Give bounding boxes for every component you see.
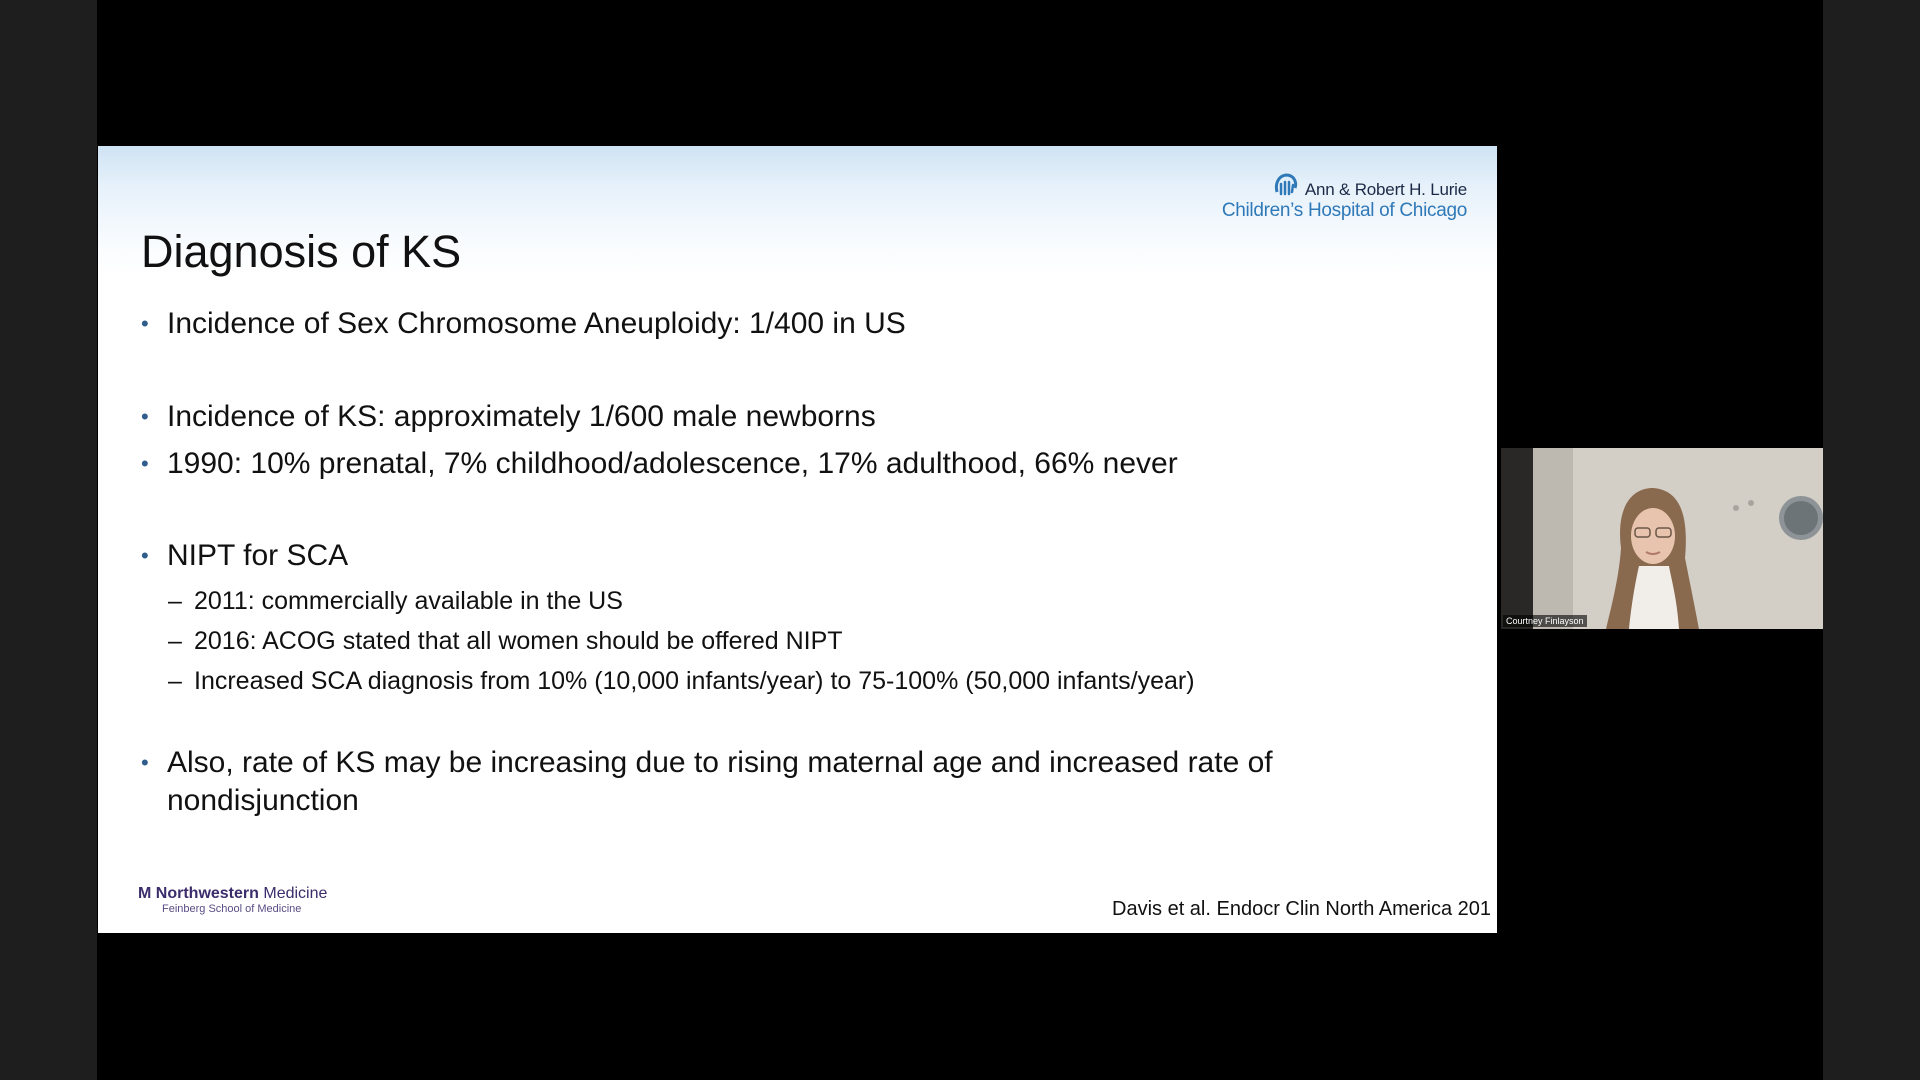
lurie-logo-line1: Ann & Robert H. Lurie	[1304, 180, 1467, 199]
sub-bullet-text: 2011: commercially available in the US	[194, 587, 623, 615]
bullet-text: 1990: 10% prenatal, 7% childhood/adolescence, 17% adulthood, 66% never	[167, 447, 1178, 480]
sub-bullet-item	[168, 586, 623, 616]
slide-citation: Davis et al. Endocr Clin North America 201	[1112, 898, 1492, 920]
sub-bullet-dash: –	[168, 627, 182, 655]
bullet-dot: •	[141, 451, 149, 476]
lurie-hand-logo-icon	[1271, 170, 1301, 200]
bullet-item	[141, 744, 1397, 820]
sub-bullet-item	[168, 626, 843, 656]
shared-slide	[98, 146, 1497, 933]
nm-logo-bold: Northwestern	[155, 885, 259, 902]
bullet-dot: •	[141, 311, 149, 336]
bullet-item	[141, 537, 1367, 575]
left-letterbox	[0, 0, 97, 1080]
lurie-childrens-logo	[1222, 170, 1467, 222]
participant-video-frame	[1501, 448, 1823, 629]
nm-logo-mark: M	[138, 885, 152, 902]
bullet-item	[141, 398, 1367, 436]
bullet-dot: •	[141, 404, 149, 429]
lurie-logo-line2: Children’s Hospital of Chicago	[1221, 200, 1467, 221]
sub-bullet-text: 2016: ACOG stated that all women should be offered NIPT	[194, 627, 843, 655]
nm-logo-regular: Medicine	[263, 885, 328, 902]
nm-logo-subtitle: Feinberg School of Medicine	[162, 903, 302, 915]
participant-video-tile[interactable]	[1501, 448, 1823, 629]
bullet-item	[141, 445, 1367, 483]
bullet-text: Incidence of KS: approximately 1/600 male newborns	[167, 400, 876, 433]
sub-bullet-dash: –	[168, 667, 182, 695]
sub-bullet-dash: –	[168, 587, 182, 615]
northwestern-medicine-logo	[138, 885, 327, 915]
right-letterbox	[1823, 0, 1920, 1080]
participant-name-label: Courtney Finlayson	[1503, 615, 1587, 627]
sub-bullet-item	[168, 666, 1195, 696]
sub-bullet-text: Increased SCA diagnosis from 10% (10,000 infants/year) to 75-100% (50,000 infants/year)	[194, 667, 1195, 695]
bullet-text: Incidence of Sex Chromosome Aneuploidy: 1/400 in US	[167, 307, 906, 340]
bullet-dot: •	[141, 543, 149, 568]
bullet-text: Also, rate of KS may be increasing due to rising maternal age and increased rate of nondisjunction	[167, 746, 1273, 817]
bullet-dot: •	[141, 750, 149, 775]
bullet-text: NIPT for SCA	[167, 539, 349, 572]
bullet-item	[141, 305, 1367, 343]
slide-title: Diagnosis of KS	[141, 226, 462, 277]
